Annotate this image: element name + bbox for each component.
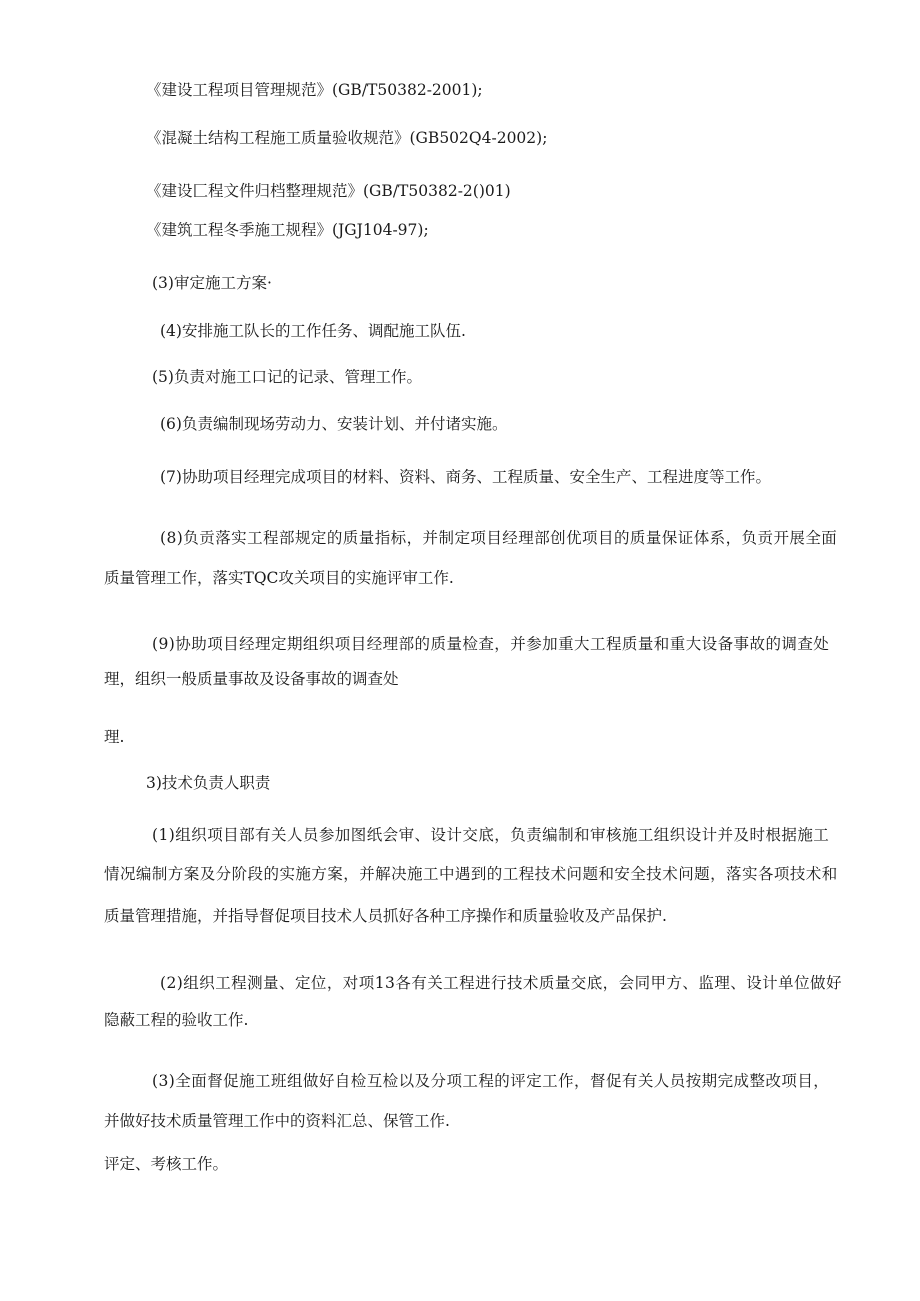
paragraph-line: 并做好技术质量管理工作中的资料汇总、保管工作.	[104, 1112, 450, 1130]
reference-line: 《建筑工程冬季施工规程》(JGJ104-97);	[146, 221, 429, 239]
paragraph-line: 理.	[104, 728, 125, 746]
reference-line: 《建设工程项目管理规范》(GB/T50382-2001);	[146, 81, 483, 99]
paragraph-line: (8)负贡落实工程部规定的质量指标，并制定项目经理部创优项目的质量保证体系，负贡开展全面	[160, 529, 838, 547]
paragraph-line: (9)协助项目经理定期组织项目经理部的质量检查，并参加重大工程质量和重大设备事故的调查处	[152, 635, 830, 653]
paragraph-line: (1)组织项目部有关人员参加图纸会审、设计交底，负责编制和审核施工组织设计并及时根据施工	[152, 826, 830, 844]
paragraph-line: 隐蔽工程的验收工作.	[104, 1011, 249, 1029]
paragraph-line: 理，组织一般质量事故及设备事故的调查处	[104, 670, 399, 688]
paragraph-line: (2)组织工程测量、定位，对项13各有关工程进行技术质量交底，会同甲方、监理、设计单位做好	[160, 974, 842, 992]
list-item: (7)协助项目经理完成项目的材料、资料、商务、工程质量、安全生产、工程进度等工作。	[160, 468, 771, 486]
paragraph-line: 情况编制方案及分阶段的实施方案，并解决施工中遇到的工程技术问题和安全技术问题，落实各项技术和	[104, 865, 838, 883]
paragraph-line: 质量管理措施，并指导督促项目技术人员抓好各种工序操作和质量验收及产品保护.	[104, 907, 667, 925]
reference-line: 《混凝土结构工程施工质量验收规范》(GB502Q4-2002);	[146, 129, 548, 147]
list-item: (3)审定施工方案·	[152, 274, 272, 292]
list-item: (4)安排施工队长的工作任务、调配施工队伍.	[160, 322, 466, 340]
paragraph-line: 评定、考核工作。	[104, 1155, 229, 1173]
list-item: (6)负责编制现场劳动力、安装计划、并付诸实施。	[160, 415, 508, 433]
list-item: (5)负责对施工口记的记录、管理工作。	[152, 368, 422, 386]
paragraph-line: 质量管理工作，落实TQC攻关项目的实施评审工作.	[104, 569, 454, 587]
paragraph-line: (3)全面督促施工班组做好自检互检以及分项工程的评定工作，督促有关人员按期完成整改项目，	[152, 1072, 830, 1090]
reference-line: 《建设匚程文件归档整理规范》(GB/T50382-2()01)	[146, 182, 511, 200]
section-heading: 3)技术负责人职责	[146, 774, 271, 792]
